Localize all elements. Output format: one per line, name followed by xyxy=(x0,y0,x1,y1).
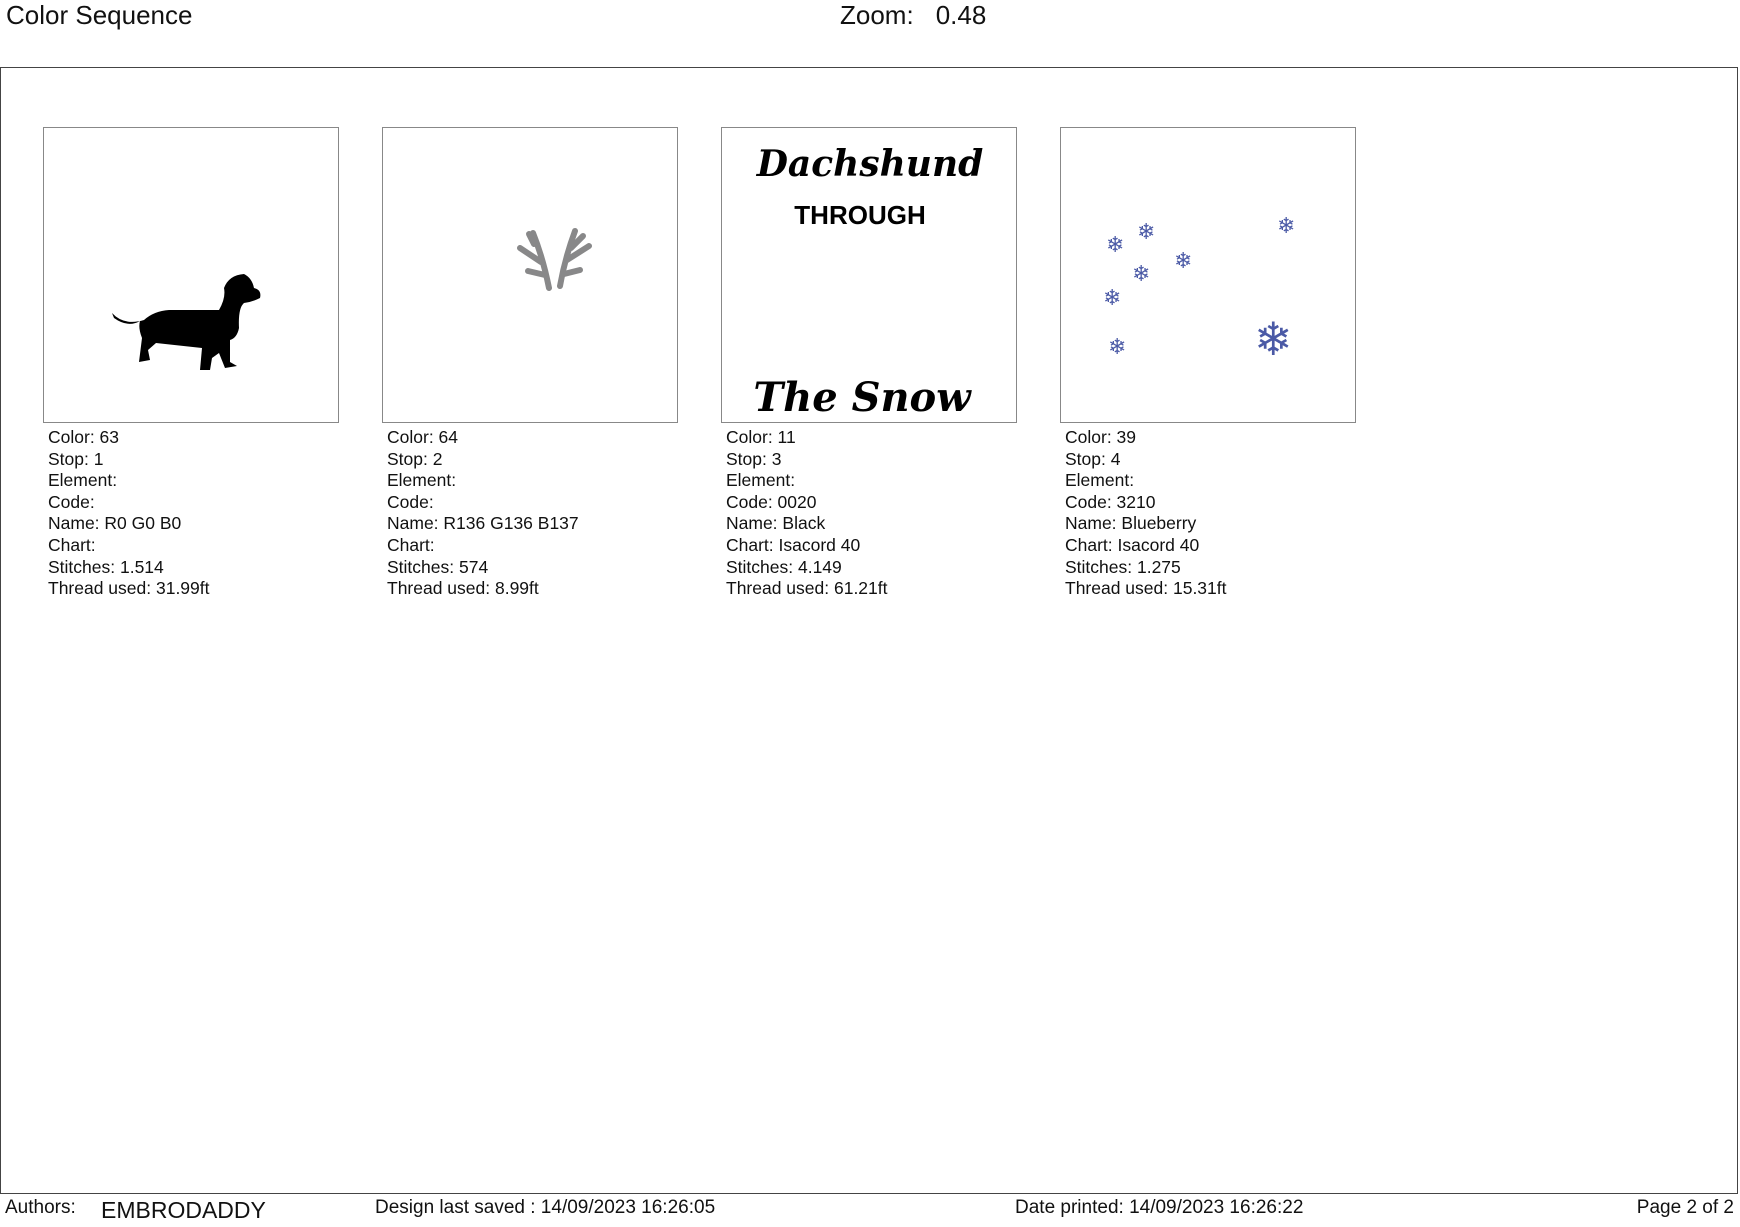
color-number: Color: 63 xyxy=(48,427,120,447)
color-card-3 xyxy=(721,127,1017,600)
thumbnail-dachshund xyxy=(43,127,339,423)
stop-number: Stop: 1 xyxy=(48,448,104,469)
thumbnail-lettering xyxy=(721,127,1017,423)
date-printed: Date printed: 14/09/2023 16:26:22 xyxy=(1015,1197,1304,1218)
lettering-line-3: The Snow xyxy=(753,374,971,421)
thread-name: Name: Black xyxy=(726,513,826,534)
snowflake-icon: ❄ xyxy=(1103,286,1122,311)
snowflake-icon: ❄ xyxy=(1106,233,1125,258)
dachshund-icon xyxy=(44,128,339,423)
element: Element: xyxy=(726,470,796,491)
page-number: Page 2 of 2 xyxy=(1636,1197,1734,1218)
stop-number: Stop: 4 xyxy=(1065,448,1121,469)
zoom-readout xyxy=(840,0,986,30)
snowflake-icon: ❄ xyxy=(1137,220,1156,245)
stop-number: Stop: 2 xyxy=(387,448,443,469)
stop-number: Stop: 3 xyxy=(726,448,782,469)
stitches: Stitches: 1.514 xyxy=(48,556,164,577)
code: Code: 0020 xyxy=(726,491,817,512)
code: Code: 3210 xyxy=(1065,491,1156,512)
stitches: Stitches: 574 xyxy=(387,556,489,577)
code: Code: xyxy=(48,491,95,512)
authors-label: Authors: xyxy=(5,1197,76,1218)
color-card-1 xyxy=(43,127,339,600)
lettering-line-2: THROUGH xyxy=(794,200,926,230)
zoom-value: 0.48 xyxy=(935,0,987,30)
color-card-4 xyxy=(1060,127,1356,600)
color-number: Color: 39 xyxy=(1065,427,1137,447)
chart: Chart: xyxy=(387,534,435,555)
thread-used: Thread used: 8.99ft xyxy=(387,578,539,599)
thread-used: Thread used: 61.21ft xyxy=(726,578,888,599)
snowflake-icon: ❄ xyxy=(1132,262,1151,287)
element: Element: xyxy=(387,470,457,491)
chart: Chart: Isacord 40 xyxy=(1065,534,1200,555)
stitches: Stitches: 1.275 xyxy=(1065,556,1181,577)
snowflake-icon: ❄ xyxy=(1174,249,1193,274)
thread-name: Name: Blueberry xyxy=(1065,513,1197,534)
zoom-label: Zoom: xyxy=(840,0,914,30)
thumbnail-antlers xyxy=(382,127,678,423)
color-card-2 xyxy=(382,127,678,600)
snowflake-icon: ❄ xyxy=(1108,335,1127,360)
color-number: Color: 64 xyxy=(387,427,459,447)
authors-value: EMBRODADDY xyxy=(101,1197,266,1223)
element: Element: xyxy=(48,470,118,491)
thread-used: Thread used: 31.99ft xyxy=(48,578,210,599)
thread-name: Name: R0 G0 B0 xyxy=(48,513,182,534)
chart: Chart: xyxy=(48,534,96,555)
large-snowflake-icon: ❄ xyxy=(1254,312,1293,366)
color-number: Color: 11 xyxy=(726,427,796,447)
thread-used: Thread used: 15.31ft xyxy=(1065,578,1227,599)
lettering-line-1: Dachshund xyxy=(756,143,984,185)
design-last-saved: Design last saved : 14/09/2023 16:26:05 xyxy=(375,1197,716,1218)
chart: Chart: Isacord 40 xyxy=(726,534,861,555)
stitches: Stitches: 4.149 xyxy=(726,556,842,577)
antlers-icon xyxy=(383,128,678,423)
thread-name: Name: R136 G136 B137 xyxy=(387,513,579,534)
page-title: Color Sequence xyxy=(6,0,193,30)
snowflake-icon: ❄ xyxy=(1277,214,1296,239)
thumbnail-snowflakes xyxy=(1060,127,1356,423)
element: Element: xyxy=(1065,470,1135,491)
code: Code: xyxy=(387,491,434,512)
lettering-artwork xyxy=(722,128,1017,423)
